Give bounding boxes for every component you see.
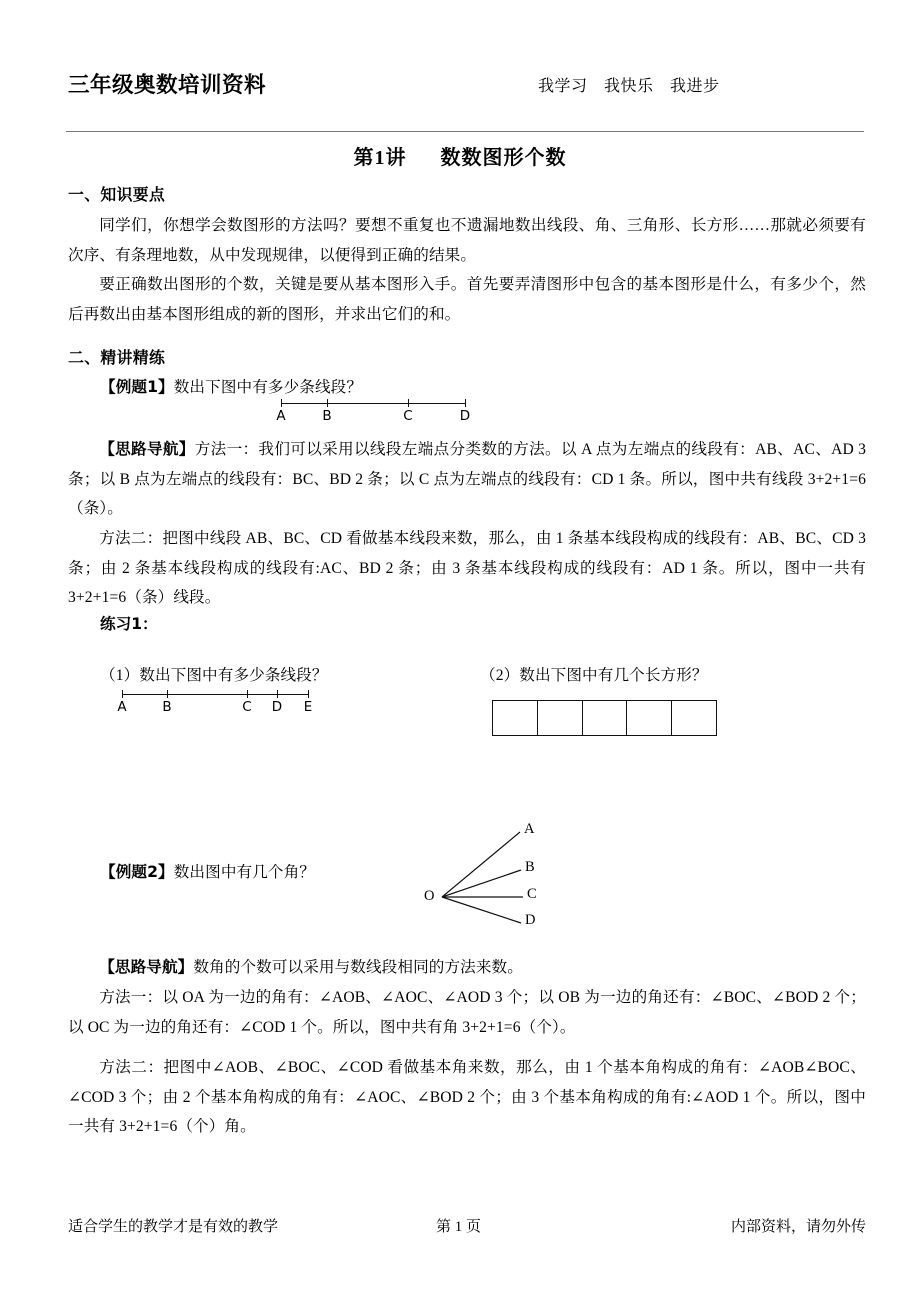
practice-label-d: D <box>271 699 283 715</box>
segment-tick-b <box>327 399 328 407</box>
example1-guide-tag: 【思路导航】 <box>99 440 195 458</box>
example2-guide-paragraph <box>68 953 866 983</box>
section-heading-knowledge: 一、知识要点 <box>68 185 166 204</box>
lesson-name: 数数图形个数 <box>440 147 567 169</box>
rectangle-cell <box>672 701 716 735</box>
practice1-rectangle-figure <box>492 700 717 736</box>
example1-question: 数出下图中有多少条线段？ <box>173 379 363 396</box>
knowledge-paragraph-1: 同学们，你想学会数图形的方法吗？要想不重复也不遗漏地数出线段、角、三角形、长方形……那就必须要有次序、有条理地数，从中发现规律，以便得到正确的结果。 <box>68 217 866 264</box>
example2-method2-paragraph: 方法二：把图中∠AOB、∠BOC、∠COD 看做基本角来数，那么，由 1 个基本角构成的角有：∠AOB∠BOC、∠COD 3 个；由 2 个基本角构成的角有：∠AOC、∠BOD 2 个；由 3 个基本角构成的角有:∠AOD 1 个。所以，图中一共有 3+2+1=6（个）角。 <box>68 1059 866 1135</box>
example2-method1-paragraph: 方法一：以 OA 为一边的角有：∠AOB、∠AOC、∠AOD 3 个；以 OB 为一边的角还有：∠BOC、∠BOD 2 个；以 OC 为一边的角还有：∠COD 1 个。所以，图中共有角 3+2+1=6（个）。 <box>68 989 866 1036</box>
practice-label-c: C <box>242 699 252 715</box>
rectangle-cell <box>493 701 538 735</box>
practice-label-e: E <box>303 699 313 715</box>
page-title <box>0 141 920 170</box>
segment-tick-c <box>408 399 409 407</box>
header-divider <box>66 131 864 132</box>
section-heading-practice: 二、精讲精练 <box>68 348 166 367</box>
example2-angle-figure <box>420 815 550 935</box>
example1-method1: 方法一：我们可以采用以线段左端点分类数的方法。以 A 点为左端点的线段有：AB、AC、AD 3 条；以 B 点为左端点的线段有：BC、BD 2 条；以 C 点为左端点的线段有：CD 1 条。所以，图中共有线段 3+2+1=6（条）。 <box>68 441 866 517</box>
practice-tick-c <box>247 690 248 698</box>
segment-label-c: C <box>403 408 413 424</box>
rectangle-cell <box>538 701 583 735</box>
practice1-question1: （1）数出下图中有多少条线段？ <box>100 667 328 684</box>
segment-label-d: D <box>459 408 471 424</box>
footer-right-text: 内部资料，请勿外传 <box>730 1217 866 1235</box>
example2-question: 数出图中有几个角？ <box>173 864 315 881</box>
angle-label-d: D <box>525 912 536 928</box>
page-header <box>68 68 864 114</box>
example1-method1-paragraph <box>68 435 866 524</box>
practice-tick-b <box>167 690 168 698</box>
example2-question-line <box>100 860 315 882</box>
practice-segment-baseline <box>122 694 308 695</box>
footer-left-text: 适合学生的教学才是有效的教学 <box>68 1217 279 1235</box>
segment-label-a: A <box>276 408 286 424</box>
practice1-label: 练习1： <box>100 615 158 633</box>
example1-method2-paragraph: 方法二：把图中线段 AB、BC、CD 看做基本线段来数，那么，由 1 条基本线段构成的线段有：AB、BC、CD 3 条；由 2 条基本线段构成的线段有:AC、BD 2 条；由 3 条基本线段构成的线段有：AD 1 条。所以，图中一共有 3+2+1=6（条）线段。 <box>68 530 866 606</box>
example2-tag: 【例题2】 <box>100 863 174 881</box>
example1-tag: 【例题1】 <box>100 378 174 396</box>
angle-label-b: B <box>525 859 535 875</box>
rectangle-cell <box>583 701 628 735</box>
practice-tick-d <box>277 690 278 698</box>
footer-page-number: 第 1 页 <box>436 1219 482 1235</box>
segment-tick-d <box>465 399 466 407</box>
page-footer <box>68 1215 866 1239</box>
practice-label-b: B <box>162 699 172 715</box>
angle-label-c: C <box>527 886 537 902</box>
lesson-number: 第1讲 <box>353 147 407 169</box>
angle-label-a: A <box>524 821 535 837</box>
segment-label-b: B <box>322 408 332 424</box>
practice-tick-a <box>122 690 123 698</box>
knowledge-paragraph-2: 要正确数出图形的个数，关键是要从基本图形入手。首先要弄清图形中包含的基本图形是什么，有多少个，然后再数出由基本图形组成的新的图形，并求出它们的和。 <box>68 276 866 323</box>
segment-baseline <box>281 403 465 404</box>
header-slogan: 我学习 我快乐 我进步 <box>538 78 720 95</box>
rectangle-cell <box>627 701 672 735</box>
example1-question-line <box>100 375 362 397</box>
angle-label-o: O <box>424 888 435 904</box>
example2-guide-text: 数角的个数可以采用与数线段相同的方法来数。 <box>193 959 523 976</box>
practice-label-a: A <box>117 699 127 715</box>
practice-tick-e <box>308 690 309 698</box>
header-title: 三年级奥数培训资料 <box>68 73 267 98</box>
segment-tick-a <box>281 399 282 407</box>
example2-guide-tag: 【思路导航】 <box>99 958 194 976</box>
practice1-question2: （2）数出下图中有几个长方形？ <box>480 667 708 684</box>
